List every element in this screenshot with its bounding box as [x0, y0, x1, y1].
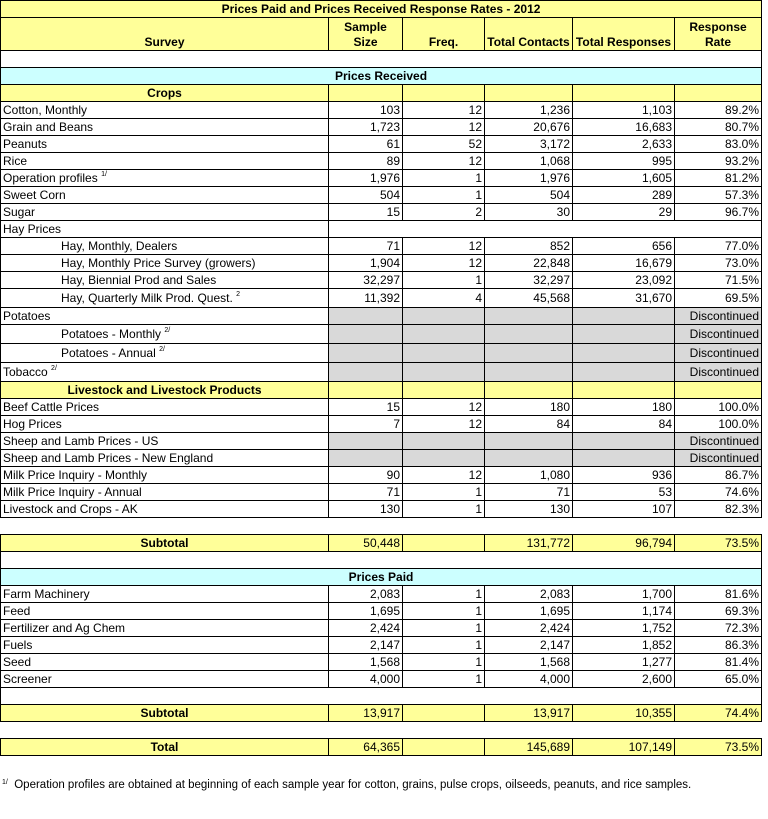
group-header-row	[1, 382, 762, 399]
freq: 1	[403, 603, 485, 620]
table-row	[1, 136, 762, 153]
total-contacts: 3,172	[485, 136, 573, 153]
total-responses: 1,605	[573, 170, 675, 187]
survey-name	[1, 102, 329, 119]
footnote-marker: 1/	[2, 779, 8, 786]
survey-label: Potatoes	[3, 308, 51, 323]
freq: 12	[403, 119, 485, 136]
table-row	[1, 654, 762, 671]
survey-label: Feed	[3, 603, 31, 618]
empty-cell	[573, 433, 675, 450]
survey-name	[1, 204, 329, 221]
response-rate: 81.4%	[675, 654, 762, 671]
subtotal-label: Subtotal	[1, 705, 329, 722]
survey-name	[1, 637, 329, 654]
survey-label: Hay, Monthly Price Survey (growers)	[61, 255, 256, 270]
response-rate: 69.3%	[675, 603, 762, 620]
freq: 2	[403, 204, 485, 221]
freq: 1	[403, 501, 485, 518]
subgroup-row	[1, 221, 762, 238]
response-rate: 86.3%	[675, 637, 762, 654]
response-rate: Discontinued	[675, 308, 762, 325]
total-responses: 936	[573, 467, 675, 484]
table-row	[1, 603, 762, 620]
survey-name	[1, 325, 329, 344]
empty-cell	[573, 450, 675, 467]
blank-cell	[1, 688, 762, 705]
survey-name	[1, 654, 329, 671]
survey-label: Hay, Quarterly Milk Prod. Quest.	[61, 290, 233, 305]
survey-label: Peanuts	[3, 136, 48, 151]
survey-label: Farm Machinery	[3, 586, 90, 601]
blank-row	[1, 688, 762, 705]
empty-cell	[403, 450, 485, 467]
response-rate: 71.5%	[675, 272, 762, 289]
freq: 12	[403, 238, 485, 255]
title-row	[1, 1, 762, 18]
empty-cell	[403, 325, 485, 344]
table-row	[1, 187, 762, 204]
freq: 1	[403, 484, 485, 501]
spacer-row	[1, 722, 762, 739]
total-contacts: 131,772	[485, 535, 573, 552]
total-responses: 2,600	[573, 671, 675, 688]
subtotal-label: Total	[1, 739, 329, 756]
sample-size: 50,448	[329, 535, 403, 552]
survey-name	[1, 450, 329, 467]
sample-size: 32,297	[329, 272, 403, 289]
table-row	[1, 153, 762, 170]
footnote-ref: 2	[236, 290, 241, 298]
freq: 1	[403, 671, 485, 688]
survey-name	[1, 363, 329, 382]
empty-cell	[403, 308, 485, 325]
survey-label: Rice	[3, 153, 28, 168]
blank-cell	[1, 518, 762, 535]
empty-cell	[485, 308, 573, 325]
group-header-row	[1, 85, 762, 102]
col-header-survey: Survey	[1, 18, 329, 51]
footnote-ref: 2/	[159, 345, 165, 353]
survey-label: Hay Prices	[3, 221, 62, 236]
survey-label: Milk Price Inquiry - Monthly	[3, 467, 148, 482]
empty-cell	[485, 85, 573, 102]
sample-size: 130	[329, 501, 403, 518]
table-row	[1, 450, 762, 467]
empty-cell	[485, 325, 573, 344]
response-rate: 73.5%	[675, 739, 762, 756]
table-row	[1, 363, 762, 382]
total-responses: 107	[573, 501, 675, 518]
survey-name	[1, 467, 329, 484]
empty-cell	[403, 363, 485, 382]
sample-size: 1,723	[329, 119, 403, 136]
total-responses: 1,700	[573, 586, 675, 603]
sample-size: 71	[329, 484, 403, 501]
survey-label: Potatoes - Annual	[61, 345, 156, 360]
footnote-ref: 1/	[101, 170, 107, 178]
total-responses: 29	[573, 204, 675, 221]
table-row	[1, 272, 762, 289]
total-responses: 1,103	[573, 102, 675, 119]
header-row	[1, 18, 762, 51]
freq	[403, 739, 485, 756]
response-rate: 57.3%	[675, 187, 762, 204]
freq: 52	[403, 136, 485, 153]
footnote-ref: 2/	[51, 364, 57, 372]
footnote-text: Operation profiles are obtained at beginning of each sample year for cotton, grains, pulse crops, oilseeds, peanuts, and rice samples.	[14, 779, 692, 791]
response-rate: 81.6%	[675, 586, 762, 603]
footnote	[2, 779, 691, 791]
total-contacts: 20,676	[485, 119, 573, 136]
response-rate: 73.5%	[675, 535, 762, 552]
total-contacts: 84	[485, 416, 573, 433]
section-header: Prices Received	[1, 68, 762, 85]
response-rate: 89.2%	[675, 102, 762, 119]
survey-name	[1, 153, 329, 170]
sample-size: 13,917	[329, 705, 403, 722]
survey-name	[1, 344, 329, 363]
empty-cell	[485, 344, 573, 363]
total-contacts: 4,000	[485, 671, 573, 688]
table-row	[1, 204, 762, 221]
col-header-response-rate: Response Rate	[675, 18, 762, 51]
sample-size: 15	[329, 204, 403, 221]
response-rate: 74.6%	[675, 484, 762, 501]
total-responses: 23,092	[573, 272, 675, 289]
survey-name	[1, 484, 329, 501]
response-rate: Discontinued	[675, 325, 762, 344]
survey-name	[1, 289, 329, 308]
sample-size: 1,695	[329, 603, 403, 620]
sample-size: 103	[329, 102, 403, 119]
response-rate: 81.2%	[675, 170, 762, 187]
table-row	[1, 637, 762, 654]
empty-cell	[485, 433, 573, 450]
survey-label: Operation profiles	[3, 170, 98, 185]
freq: 1	[403, 620, 485, 637]
section-header: Prices Paid	[1, 569, 762, 586]
freq: 1	[403, 586, 485, 603]
sample-size: 90	[329, 467, 403, 484]
section-header-row	[1, 68, 762, 85]
table-row	[1, 255, 762, 272]
table-row	[1, 308, 762, 325]
survey-name	[1, 433, 329, 450]
empty-cell	[329, 325, 403, 344]
survey-name	[1, 255, 329, 272]
response-rate: Discontinued	[675, 344, 762, 363]
total-contacts: 1,080	[485, 467, 573, 484]
total-contacts: 180	[485, 399, 573, 416]
empty-cell	[573, 325, 675, 344]
total-contacts: 1,236	[485, 102, 573, 119]
freq: 4	[403, 289, 485, 308]
footnote-ref: 2/	[164, 326, 171, 334]
total-responses: 31,670	[573, 289, 675, 308]
group-header: Crops	[1, 85, 329, 102]
survey-name	[1, 399, 329, 416]
response-rate: 69.5%	[675, 289, 762, 308]
response-rate: 100.0%	[675, 416, 762, 433]
survey-name	[1, 603, 329, 620]
subtotal-label: Subtotal	[1, 535, 329, 552]
total-responses: 96,794	[573, 535, 675, 552]
survey-name	[1, 308, 329, 325]
response-rate: 86.7%	[675, 467, 762, 484]
total-contacts: 2,147	[485, 637, 573, 654]
response-rate: Discontinued	[675, 450, 762, 467]
response-rate: 72.3%	[675, 620, 762, 637]
total-responses: 107,149	[573, 739, 675, 756]
blank-cell	[1, 722, 762, 739]
table-row	[1, 467, 762, 484]
total-contacts: 852	[485, 238, 573, 255]
freq: 12	[403, 255, 485, 272]
total-responses: 16,683	[573, 119, 675, 136]
total-contacts: 1,695	[485, 603, 573, 620]
table-row	[1, 620, 762, 637]
table-row	[1, 484, 762, 501]
table-row	[1, 119, 762, 136]
table-row	[1, 325, 762, 344]
spacer-row	[1, 518, 762, 535]
col-header-total-responses: Total Responses	[573, 18, 675, 51]
empty-cell	[573, 85, 675, 102]
empty-cell	[573, 382, 675, 399]
survey-label: Livestock and Crops - AK	[3, 501, 138, 516]
empty-cell	[573, 308, 675, 325]
response-rate: 73.0%	[675, 255, 762, 272]
survey-label: Sugar	[3, 204, 36, 219]
empty-cell	[573, 363, 675, 382]
empty-cell	[329, 450, 403, 467]
survey-label: Screener	[3, 671, 52, 686]
table-row	[1, 586, 762, 603]
response-rate: 83.0%	[675, 136, 762, 153]
empty-cell	[675, 85, 762, 102]
response-rate: 74.4%	[675, 705, 762, 722]
total-contacts: 71	[485, 484, 573, 501]
response-rate: Discontinued	[675, 363, 762, 382]
empty-cell	[485, 382, 573, 399]
total-responses: 16,679	[573, 255, 675, 272]
survey-label: Fuels	[3, 637, 33, 652]
total-contacts: 2,424	[485, 620, 573, 637]
empty-cell	[675, 382, 762, 399]
total-responses: 1,852	[573, 637, 675, 654]
empty-cell	[329, 363, 403, 382]
survey-label: Cotton, Monthly	[3, 102, 88, 117]
total-contacts: 130	[485, 501, 573, 518]
freq	[403, 705, 485, 722]
response-rate: 100.0%	[675, 399, 762, 416]
response-rate: 93.2%	[675, 153, 762, 170]
total-contacts: 13,917	[485, 705, 573, 722]
blank-row	[1, 552, 762, 569]
subtotal-row	[1, 705, 762, 722]
response-rate: 80.7%	[675, 119, 762, 136]
total-responses: 1,174	[573, 603, 675, 620]
sample-size: 61	[329, 136, 403, 153]
table-row	[1, 170, 762, 187]
survey-label: Grain and Beans	[3, 119, 94, 134]
total-contacts: 2,083	[485, 586, 573, 603]
table-row	[1, 416, 762, 433]
empty-cell	[403, 433, 485, 450]
survey-label: Sheep and Lamb Prices - New England	[3, 450, 214, 465]
survey-label: Potatoes - Monthly	[61, 326, 162, 341]
survey-label: Sweet Corn	[3, 187, 66, 202]
survey-name	[1, 272, 329, 289]
survey-label: Hog Prices	[3, 416, 62, 431]
sample-size: 2,083	[329, 586, 403, 603]
response-rate: 82.3%	[675, 501, 762, 518]
col-header-sample-size: Sample Size	[329, 18, 403, 51]
survey-label: Fertilizer and Ag Chem	[3, 620, 126, 635]
sample-size: 1,976	[329, 170, 403, 187]
empty-cell	[329, 433, 403, 450]
survey-name	[1, 501, 329, 518]
sample-size: 11,392	[329, 289, 403, 308]
empty-cell	[329, 221, 762, 238]
empty-cell	[403, 344, 485, 363]
sample-size: 2,424	[329, 620, 403, 637]
sample-size: 504	[329, 187, 403, 204]
freq: 12	[403, 102, 485, 119]
sample-size: 7	[329, 416, 403, 433]
empty-cell	[485, 363, 573, 382]
total-contacts: 1,068	[485, 153, 573, 170]
total-responses: 995	[573, 153, 675, 170]
total-responses: 10,355	[573, 705, 675, 722]
subtotal-row	[1, 739, 762, 756]
freq: 1	[403, 187, 485, 204]
total-contacts: 1,976	[485, 170, 573, 187]
survey-name	[1, 586, 329, 603]
total-contacts: 30	[485, 204, 573, 221]
freq: 1	[403, 272, 485, 289]
response-rate: Discontinued	[675, 433, 762, 450]
freq: 12	[403, 416, 485, 433]
total-responses: 53	[573, 484, 675, 501]
empty-cell	[403, 382, 485, 399]
total-contacts: 504	[485, 187, 573, 204]
table-row	[1, 501, 762, 518]
sample-size: 2,147	[329, 637, 403, 654]
survey-name	[1, 416, 329, 433]
freq: 12	[403, 399, 485, 416]
table-row	[1, 102, 762, 119]
total-responses: 1,277	[573, 654, 675, 671]
empty-cell	[573, 344, 675, 363]
col-header-freq: Freq.	[403, 18, 485, 51]
empty-cell	[403, 85, 485, 102]
blank-row	[1, 51, 762, 68]
freq: 12	[403, 467, 485, 484]
sample-size: 71	[329, 238, 403, 255]
col-header-total-contacts: Total Contacts	[485, 18, 573, 51]
total-responses: 289	[573, 187, 675, 204]
survey-name	[1, 136, 329, 153]
survey-name	[1, 119, 329, 136]
sample-size: 64,365	[329, 739, 403, 756]
response-rate: 96.7%	[675, 204, 762, 221]
empty-cell	[329, 382, 403, 399]
total-contacts: 45,568	[485, 289, 573, 308]
total-contacts: 22,848	[485, 255, 573, 272]
survey-label: Beef Cattle Prices	[3, 399, 100, 414]
survey-name	[1, 170, 329, 187]
empty-cell	[329, 308, 403, 325]
empty-cell	[329, 85, 403, 102]
survey-name	[1, 187, 329, 204]
table-row	[1, 433, 762, 450]
empty-cell	[329, 344, 403, 363]
blank-cell	[1, 51, 762, 68]
survey-name	[1, 221, 329, 238]
total-responses: 180	[573, 399, 675, 416]
freq: 12	[403, 153, 485, 170]
table-row	[1, 671, 762, 688]
survey-label: Hay, Biennial Prod and Sales	[61, 272, 217, 287]
sample-size: 4,000	[329, 671, 403, 688]
survey-name	[1, 238, 329, 255]
survey-name	[1, 620, 329, 637]
total-responses: 2,633	[573, 136, 675, 153]
table-row	[1, 344, 762, 363]
total-responses: 84	[573, 416, 675, 433]
total-contacts: 1,568	[485, 654, 573, 671]
sample-size: 15	[329, 399, 403, 416]
total-responses: 1,752	[573, 620, 675, 637]
survey-label: Seed	[3, 654, 32, 669]
table-row	[1, 399, 762, 416]
freq: 1	[403, 654, 485, 671]
survey-label: Hay, Monthly, Dealers	[61, 238, 178, 253]
total-contacts: 145,689	[485, 739, 573, 756]
survey-label: Tobacco	[3, 364, 48, 379]
table-title: Prices Paid and Prices Received Response Rates - 2012	[1, 1, 762, 18]
total-contacts: 32,297	[485, 272, 573, 289]
response-rate: 77.0%	[675, 238, 762, 255]
response-rate: 65.0%	[675, 671, 762, 688]
empty-cell	[485, 450, 573, 467]
sample-size: 89	[329, 153, 403, 170]
total-responses: 656	[573, 238, 675, 255]
table-row	[1, 238, 762, 255]
survey-label: Milk Price Inquiry - Annual	[3, 484, 142, 499]
survey-name	[1, 671, 329, 688]
survey-label: Sheep and Lamb Prices - US	[3, 433, 159, 448]
freq: 1	[403, 170, 485, 187]
table-row	[1, 289, 762, 308]
freq	[403, 535, 485, 552]
sample-size: 1,904	[329, 255, 403, 272]
section-header-row	[1, 569, 762, 586]
freq: 1	[403, 637, 485, 654]
blank-cell	[1, 552, 762, 569]
sample-size: 1,568	[329, 654, 403, 671]
group-header: Livestock and Livestock Products	[1, 382, 329, 399]
subtotal-row	[1, 535, 762, 552]
